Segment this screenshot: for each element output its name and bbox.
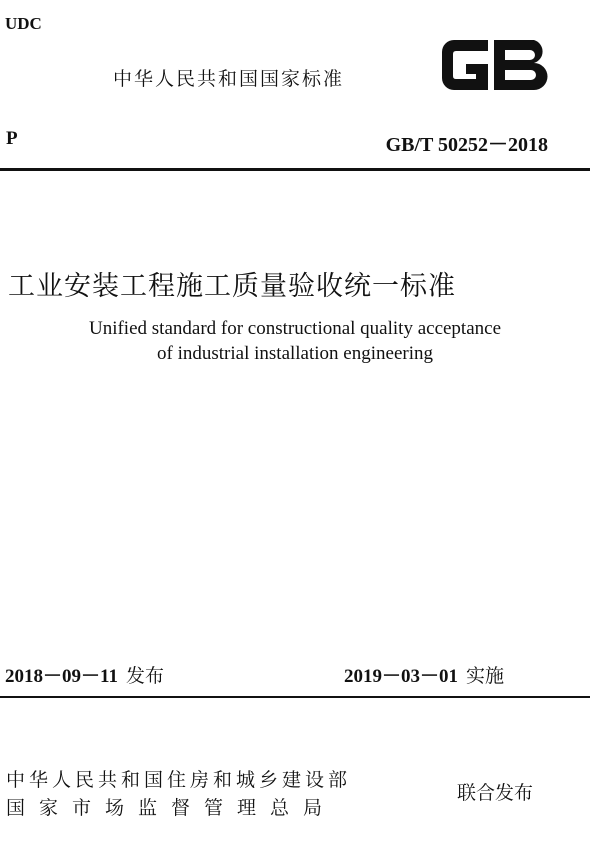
title-english-line1: Unified standard for constructional quality acceptance [88, 318, 502, 339]
gb-logo-icon [438, 36, 550, 94]
publisher-ministry: 中华人民共和国住房和城乡建设部 [6, 769, 352, 791]
issue-date: 2018－09－11 [5, 666, 118, 687]
publisher-administration: 国家市场监督管理总局 [6, 797, 337, 819]
gb-logo-g [442, 40, 488, 90]
implement-date: 2019－03－01 [344, 666, 459, 687]
classification-code: P [6, 128, 18, 149]
standard-type: 中华人民共和国国家标准 [113, 68, 345, 90]
issue-label: 发布 [125, 665, 164, 687]
title-english-line2: of industrial installation engineering [157, 343, 433, 364]
bottom-divider [0, 696, 590, 698]
implement-date-row [344, 661, 504, 688]
udc-label: UDC [5, 14, 42, 33]
title-chinese: 工业安装工程施工质量验收统一标准 [8, 271, 456, 302]
standard-code: GB/T 50252－2018 [385, 134, 548, 156]
top-divider [0, 168, 590, 171]
joint-publish-label: 联合发布 [457, 782, 534, 804]
issue-date-row [5, 661, 164, 688]
implement-label: 实施 [466, 665, 505, 687]
gb-logo-b [494, 40, 548, 90]
